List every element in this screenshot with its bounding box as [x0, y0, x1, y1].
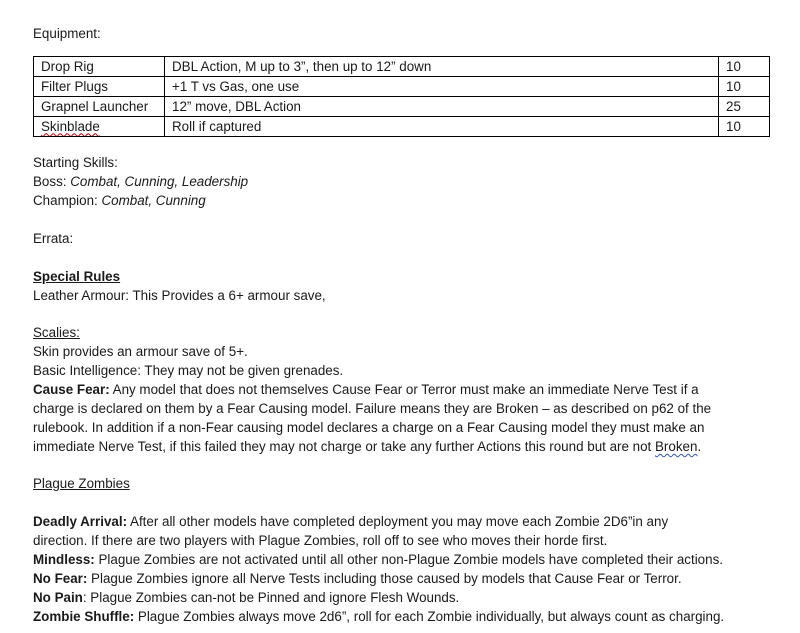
equipment-desc: +1 T vs Gas, one use — [165, 77, 719, 97]
special-rules-heading: Special Rules — [33, 269, 121, 284]
no-fear-rule — [33, 570, 682, 588]
equipment-name: Grapnel Launcher — [34, 97, 165, 117]
mindless-rule — [33, 551, 723, 569]
champion-label: Champion: — [33, 193, 102, 208]
cause-fear-label: Cause Fear: — [33, 382, 110, 397]
table-row — [34, 97, 770, 117]
leather-armour-rule: Leather Armour: This Provides a 6+ armour save, — [33, 288, 326, 303]
deadly-arrival-line-1 — [33, 513, 668, 531]
equipment-name: Filter Plugs — [34, 77, 165, 97]
equipment-cost: 10 — [719, 57, 770, 77]
cause-fear-line-1 — [33, 381, 699, 399]
equipment-heading: Equipment: — [33, 26, 101, 41]
cause-fear-period: . — [697, 439, 702, 454]
mindless-text: Plague Zombies are not activated until all other non-Plague Zombie models have completed their actions. — [94, 552, 723, 567]
table-row — [34, 57, 770, 77]
equipment-desc: DBL Action, M up to 3”, then up to 12” down — [165, 57, 719, 77]
table-row — [34, 77, 770, 97]
cause-fear-text: Any model that does not themselves Cause Fear or Terror must make an immediate Nerve Test if a — [109, 382, 699, 397]
equipment-desc: 12” move, DBL Action — [165, 97, 719, 117]
champion-skills: Combat, Cunning — [101, 193, 206, 208]
boss-label: Boss: — [33, 174, 71, 189]
boss-skills-line — [33, 173, 248, 191]
cause-fear-line-3: rulebook. In addition if a non-Fear causing model declares a charge on a Fear Causing model they must make an — [33, 420, 705, 435]
equipment-table — [33, 56, 770, 137]
no-fear-label: No Fear: — [33, 571, 88, 586]
mindless-label: Mindless: — [33, 552, 95, 567]
equipment-cost: 25 — [719, 97, 770, 117]
champion-skills-line — [33, 192, 206, 210]
zombie-shuffle-rule — [33, 608, 724, 626]
scalies-heading: Scalies: — [33, 325, 80, 340]
table-row — [34, 117, 770, 137]
basic-intelligence-rule: Basic Intelligence: They may not be given grenades. — [33, 363, 344, 378]
equipment-cost: 10 — [719, 77, 770, 97]
equipment-desc: Roll if captured — [165, 117, 719, 137]
equipment-cost: 10 — [719, 117, 770, 137]
boss-skills: Combat, Cunning, Leadership — [70, 174, 249, 189]
cause-fear-line-4 — [33, 438, 701, 456]
plague-zombies-heading: Plague Zombies — [33, 476, 130, 491]
equipment-name — [34, 117, 165, 137]
equipment-name: Drop Rig — [34, 57, 165, 77]
deadly-arrival-label: Deadly Arrival: — [33, 514, 128, 529]
spellcheck-word[interactable]: Skinblade — [41, 118, 100, 134]
no-pain-rule — [33, 589, 459, 607]
deadly-arrival-line-2: direction. If there are two players with Plague Zombies, roll off to see who moves their horde first. — [33, 533, 608, 548]
grammar-check-word[interactable]: Broken — [655, 439, 698, 454]
zombie-shuffle-text: Plague Zombies always move 2d6”, roll for each Zombie individually, but always count as charging. — [134, 609, 725, 624]
cause-fear-text: immediate Nerve Test, if this failed they may not charge or take any further Actions this round but are not — [33, 439, 655, 454]
no-pain-label: No Pain — [33, 590, 83, 605]
cause-fear-line-2: charge is declared on them by a Fear Causing model. Failure means they are Broken – as described on p62 of the — [33, 401, 712, 416]
skin-rule: Skin provides an armour save of 5+. — [33, 344, 248, 359]
starting-skills-heading: Starting Skills: — [33, 155, 118, 170]
deadly-arrival-text: After all other models have completed deployment you may move each Zombie 2D6”in any — [127, 514, 669, 529]
errata-heading: Errata: — [33, 231, 74, 246]
zombie-shuffle-label: Zombie Shuffle: — [33, 609, 135, 624]
no-pain-text: : Plague Zombies can-not be Pinned and ignore Flesh Wounds. — [82, 590, 460, 605]
no-fear-text: Plague Zombies ignore all Nerve Tests including those caused by models that Cause Fear or Terror. — [87, 571, 682, 586]
